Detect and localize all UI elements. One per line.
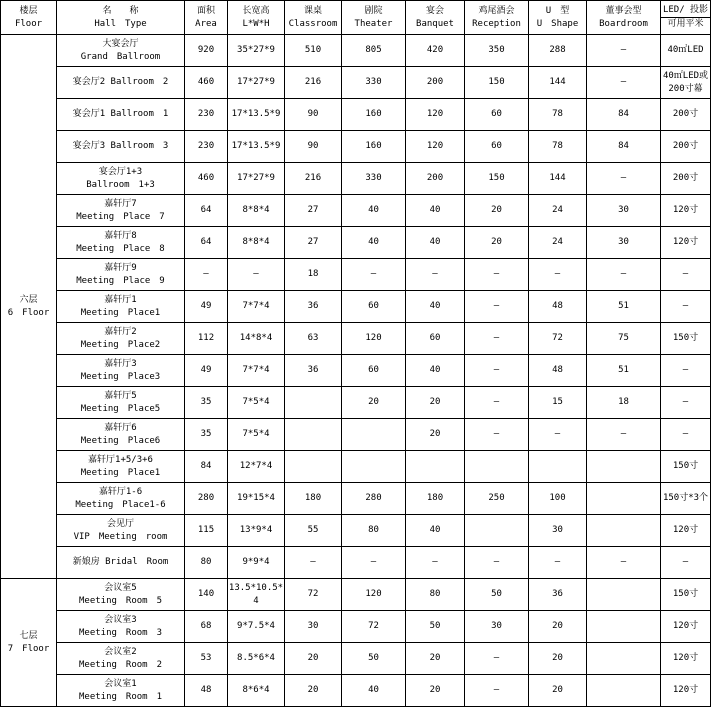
boardroom-cell — [587, 675, 661, 707]
theater-cell: 330 — [342, 163, 406, 195]
boardroom-cell — [587, 483, 661, 515]
boardroom-cell — [587, 611, 661, 643]
hall-name-cell — [57, 675, 185, 707]
theater-cell: 160 — [342, 131, 406, 163]
table-row — [1, 515, 711, 547]
dimensions-cell: 8.5*6*4 — [228, 643, 285, 675]
table-row — [1, 67, 711, 99]
hall-name-cell — [57, 163, 185, 195]
boardroom-cell: – — [587, 163, 661, 195]
reception-cell: 150 — [465, 163, 529, 195]
header-boardroom: 董事会型 Boardroom — [587, 1, 661, 35]
hall-name-cell — [57, 355, 185, 387]
boardroom-cell: 84 — [587, 131, 661, 163]
header-dimensions: 长宽高 L*W*H — [228, 1, 285, 35]
hall-name-english: Meeting Room 1 — [78, 691, 163, 702]
ushape-cell: 144 — [529, 67, 587, 99]
floor-cell — [1, 35, 57, 579]
dimensions-cell: 13*9*4 — [228, 515, 285, 547]
boardroom-cell: 84 — [587, 99, 661, 131]
hall-name-cell — [57, 259, 185, 291]
hall-name-primary: 嘉轩厅6 — [104, 422, 137, 433]
led-cell: 200寸 — [661, 99, 711, 131]
banquet-cell: 40 — [406, 515, 465, 547]
classroom-cell: 20 — [285, 643, 342, 675]
dimensions-cell: 9*9*4 — [228, 547, 285, 579]
header-banquet: 宴会 Banquet — [406, 1, 465, 35]
table-row — [1, 547, 711, 579]
theater-cell: 60 — [342, 291, 406, 323]
ushape-cell: 24 — [529, 227, 587, 259]
hall-name-primary: 嘉轩厅9 — [104, 262, 137, 273]
led-cell: 150寸 — [661, 451, 711, 483]
boardroom-cell: 75 — [587, 323, 661, 355]
hall-name-english: VIP Meeting room — [73, 531, 168, 542]
ushape-cell: 78 — [529, 99, 587, 131]
reception-cell — [465, 515, 529, 547]
classroom-cell: 20 — [285, 675, 342, 707]
hall-name-cell — [57, 67, 185, 99]
hall-name-english: Meeting Place2 — [80, 339, 161, 350]
theater-cell: 50 — [342, 643, 406, 675]
led-cell: 40㎡LED — [661, 35, 711, 67]
led-cell: 120寸 — [661, 195, 711, 227]
classroom-cell: 18 — [285, 259, 342, 291]
theater-cell: 40 — [342, 227, 406, 259]
theater-cell: 120 — [342, 323, 406, 355]
dimensions-cell: 7*7*4 — [228, 355, 285, 387]
hall-name-primary: 嘉轩厅3 — [104, 358, 137, 369]
boardroom-cell: – — [587, 259, 661, 291]
hall-name-cell — [57, 99, 185, 131]
area-cell: 64 — [185, 195, 228, 227]
hall-name-english: Grand Ballroom — [80, 51, 161, 62]
boardroom-cell: – — [587, 67, 661, 99]
ushape-cell: 20 — [529, 643, 587, 675]
classroom-cell: 90 — [285, 99, 342, 131]
area-cell: 115 — [185, 515, 228, 547]
classroom-cell — [285, 419, 342, 451]
led-cell: 120寸 — [661, 643, 711, 675]
ushape-cell: 72 — [529, 323, 587, 355]
led-cell: 120寸 — [661, 227, 711, 259]
reception-cell: – — [465, 291, 529, 323]
led-cell: – — [661, 291, 711, 323]
led-cell: 120寸 — [661, 675, 711, 707]
table-row — [1, 99, 711, 131]
reception-cell: – — [465, 675, 529, 707]
reception-cell: 60 — [465, 131, 529, 163]
boardroom-cell: – — [587, 419, 661, 451]
header-area: 面积 Area — [185, 1, 228, 35]
hall-name-primary: 嘉轩厅2 — [104, 326, 137, 337]
area-cell: 64 — [185, 227, 228, 259]
classroom-cell: 55 — [285, 515, 342, 547]
theater-cell: 40 — [342, 675, 406, 707]
banquet-cell: 60 — [406, 323, 465, 355]
theater-cell: 80 — [342, 515, 406, 547]
table-row — [1, 35, 711, 67]
classroom-cell: 510 — [285, 35, 342, 67]
banquet-cell: – — [406, 547, 465, 579]
reception-cell: 20 — [465, 227, 529, 259]
area-cell: 460 — [185, 67, 228, 99]
hall-name-primary: 宴会厅3 Ballroom 3 — [72, 141, 169, 151]
hall-name-primary: 嘉轩厅1-6 — [98, 486, 143, 497]
boardroom-cell — [587, 451, 661, 483]
classroom-cell: 36 — [285, 355, 342, 387]
header-row — [1, 1, 711, 35]
led-cell: – — [661, 419, 711, 451]
ushape-cell: 24 — [529, 195, 587, 227]
ushape-cell: 20 — [529, 611, 587, 643]
dimensions-cell: 14*8*4 — [228, 323, 285, 355]
floor-label: 6 Floor — [7, 307, 50, 318]
ushape-cell — [529, 451, 587, 483]
classroom-cell: 216 — [285, 163, 342, 195]
theater-cell — [342, 451, 406, 483]
hall-name-primary: 嘉轩厅7 — [104, 198, 137, 209]
header-theater: 剧院 Theater — [342, 1, 406, 35]
hall-name-cell — [57, 515, 185, 547]
reception-cell: – — [465, 387, 529, 419]
banquet-cell: 40 — [406, 227, 465, 259]
ushape-cell: 288 — [529, 35, 587, 67]
theater-cell: 330 — [342, 67, 406, 99]
hall-name-cell — [57, 195, 185, 227]
table-row — [1, 611, 711, 643]
area-cell: 53 — [185, 643, 228, 675]
theater-cell: 72 — [342, 611, 406, 643]
reception-cell: – — [465, 547, 529, 579]
hall-name-primary: 宴会厅2 Ballroom 2 — [72, 77, 169, 87]
floor-label: 7 Floor — [7, 643, 50, 654]
theater-cell: 805 — [342, 35, 406, 67]
header-led: LED/ 投影 可用平米 — [661, 1, 711, 35]
area-cell: 35 — [185, 387, 228, 419]
ushape-cell: 30 — [529, 515, 587, 547]
floor-label: 六层 — [19, 294, 38, 305]
hall-name-english: Ballroom 1+3 — [86, 179, 155, 190]
banquet-cell: 420 — [406, 35, 465, 67]
area-cell: 48 — [185, 675, 228, 707]
table-row — [1, 163, 711, 195]
reception-cell: – — [465, 419, 529, 451]
theater-cell: 280 — [342, 483, 406, 515]
dimensions-cell: 12*7*4 — [228, 451, 285, 483]
hall-name-english: Meeting Room 5 — [78, 595, 163, 606]
classroom-cell: 27 — [285, 195, 342, 227]
led-cell: 150寸 — [661, 323, 711, 355]
hall-name-english: Meeting Place1-6 — [75, 499, 166, 510]
hall-name-cell — [57, 451, 185, 483]
banquet-cell: 180 — [406, 483, 465, 515]
table-row — [1, 419, 711, 451]
boardroom-cell: 18 — [587, 387, 661, 419]
hall-name-primary: 嘉轩厅1 — [104, 294, 137, 305]
classroom-cell: 90 — [285, 131, 342, 163]
header-reception: 鸡尾酒会 Reception — [465, 1, 529, 35]
hall-name-cell — [57, 643, 185, 675]
hall-name-cell — [57, 483, 185, 515]
hall-name-primary: 会议室5 — [104, 582, 137, 593]
classroom-cell: 72 — [285, 579, 342, 611]
reception-cell: – — [465, 259, 529, 291]
led-cell: 120寸 — [661, 611, 711, 643]
table-row — [1, 355, 711, 387]
ushape-cell: 48 — [529, 355, 587, 387]
table-row — [1, 195, 711, 227]
led-cell: – — [661, 547, 711, 579]
ushape-cell: 36 — [529, 579, 587, 611]
reception-cell: 30 — [465, 611, 529, 643]
ushape-cell: – — [529, 547, 587, 579]
led-cell: – — [661, 259, 711, 291]
banquet-cell: 40 — [406, 355, 465, 387]
led-cell: 150寸*3个 — [661, 483, 711, 515]
banquet-cell: 120 — [406, 131, 465, 163]
hall-name-primary: 新娘房 Bridal Room — [72, 557, 169, 567]
table-row — [1, 131, 711, 163]
hall-name-cell — [57, 419, 185, 451]
led-cell: 200寸 — [661, 163, 711, 195]
dimensions-cell: 13.5*10.5*4 — [228, 579, 285, 611]
header-hall-type: 名 称 Hall Type — [57, 1, 185, 35]
banquet-cell: 200 — [406, 67, 465, 99]
dimensions-cell: 17*13.5*9 — [228, 131, 285, 163]
reception-cell: 60 — [465, 99, 529, 131]
classroom-cell: 27 — [285, 227, 342, 259]
header-ushape: U 型 U Shape — [529, 1, 587, 35]
hall-name-primary: 会议室1 — [104, 678, 137, 689]
table-row — [1, 451, 711, 483]
classroom-cell: 36 — [285, 291, 342, 323]
dimensions-cell: 7*5*4 — [228, 387, 285, 419]
hall-name-cell — [57, 35, 185, 67]
hall-name-primary: 嘉轩厅1+5/3+6 — [88, 454, 153, 465]
dimensions-cell: 8*8*4 — [228, 227, 285, 259]
area-cell: 460 — [185, 163, 228, 195]
hall-name-english: Meeting Room 3 — [78, 627, 163, 638]
classroom-cell: 30 — [285, 611, 342, 643]
hall-name-primary: 嘉轩厅8 — [104, 230, 137, 241]
banquet-cell: 40 — [406, 291, 465, 323]
hall-name-cell — [57, 291, 185, 323]
area-cell: 49 — [185, 355, 228, 387]
dimensions-cell: 8*6*4 — [228, 675, 285, 707]
hall-name-primary: 会见厅 — [106, 518, 134, 529]
reception-cell: 350 — [465, 35, 529, 67]
theater-cell — [342, 419, 406, 451]
hall-name-english: Meeting Place1 — [80, 467, 161, 478]
hall-name-primary: 宴会厅1 Ballroom 1 — [72, 109, 169, 119]
dimensions-cell: 35*27*9 — [228, 35, 285, 67]
ushape-cell: 15 — [529, 387, 587, 419]
theater-cell: 60 — [342, 355, 406, 387]
banquet-cell — [406, 451, 465, 483]
banquet-cell: – — [406, 259, 465, 291]
table-row — [1, 675, 711, 707]
hall-name-english: Meeting Place6 — [80, 435, 161, 446]
theater-cell: – — [342, 547, 406, 579]
theater-cell: 40 — [342, 195, 406, 227]
dimensions-cell: 7*7*4 — [228, 291, 285, 323]
reception-cell: – — [465, 355, 529, 387]
hall-name-primary: 会议室2 — [104, 646, 137, 657]
hall-name-cell — [57, 387, 185, 419]
table-row — [1, 483, 711, 515]
hall-name-primary: 宴会厅1+3 — [98, 166, 143, 177]
boardroom-cell: – — [587, 35, 661, 67]
ushape-cell: 20 — [529, 675, 587, 707]
led-cell: 150寸 — [661, 579, 711, 611]
area-cell: 35 — [185, 419, 228, 451]
area-cell: 68 — [185, 611, 228, 643]
theater-cell: – — [342, 259, 406, 291]
dimensions-cell: 17*27*9 — [228, 67, 285, 99]
area-cell: 230 — [185, 131, 228, 163]
banquet-cell: 80 — [406, 579, 465, 611]
table-row — [1, 259, 711, 291]
boardroom-cell: 30 — [587, 195, 661, 227]
boardroom-cell: 30 — [587, 227, 661, 259]
led-cell: 200寸 — [661, 131, 711, 163]
hall-name-primary: 嘉轩厅5 — [104, 390, 137, 401]
table-row — [1, 227, 711, 259]
banquet-cell: 200 — [406, 163, 465, 195]
banquet-cell: 20 — [406, 675, 465, 707]
area-cell: 230 — [185, 99, 228, 131]
reception-cell — [465, 451, 529, 483]
boardroom-cell — [587, 515, 661, 547]
reception-cell: – — [465, 323, 529, 355]
classroom-cell — [285, 451, 342, 483]
table-body — [1, 35, 711, 707]
dimensions-cell: 17*13.5*9 — [228, 99, 285, 131]
led-cell: – — [661, 355, 711, 387]
hall-name-cell — [57, 547, 185, 579]
ushape-cell: 100 — [529, 483, 587, 515]
boardroom-cell: 51 — [587, 291, 661, 323]
theater-cell: 160 — [342, 99, 406, 131]
hall-name-primary: 会议室3 — [104, 614, 137, 625]
floor-cell — [1, 579, 57, 707]
hall-name-english: Meeting Place 9 — [76, 275, 165, 286]
hall-name-english: Meeting Place5 — [80, 403, 161, 414]
boardroom-cell: 51 — [587, 355, 661, 387]
dimensions-cell: 9*7.5*4 — [228, 611, 285, 643]
ushape-cell: 48 — [529, 291, 587, 323]
dimensions-cell: – — [228, 259, 285, 291]
hall-name-cell — [57, 227, 185, 259]
banquet-cell: 20 — [406, 387, 465, 419]
hall-name-english: Meeting Place 8 — [76, 243, 165, 254]
classroom-cell: 63 — [285, 323, 342, 355]
area-cell: 49 — [185, 291, 228, 323]
classroom-cell: – — [285, 547, 342, 579]
header-floor: 楼层 Floor — [1, 1, 57, 35]
hall-name-english: Meeting Place1 — [80, 307, 161, 318]
reception-cell: – — [465, 643, 529, 675]
table-row — [1, 643, 711, 675]
hall-name-cell — [57, 323, 185, 355]
reception-cell: 250 — [465, 483, 529, 515]
theater-cell: 120 — [342, 579, 406, 611]
reception-cell: 150 — [465, 67, 529, 99]
floor-label: 七层 — [19, 630, 38, 641]
dimensions-cell: 17*27*9 — [228, 163, 285, 195]
hall-name-primary: 大宴会厅 — [102, 38, 139, 49]
banquet-cell: 40 — [406, 195, 465, 227]
classroom-cell — [285, 387, 342, 419]
boardroom-cell — [587, 579, 661, 611]
ushape-cell: 78 — [529, 131, 587, 163]
hall-name-english: Meeting Place3 — [80, 371, 161, 382]
reception-cell: 20 — [465, 195, 529, 227]
theater-cell: 20 — [342, 387, 406, 419]
hall-name-cell — [57, 131, 185, 163]
banquet-cell: 50 — [406, 611, 465, 643]
hall-name-english: Meeting Room 2 — [78, 659, 163, 670]
dimensions-cell: 19*15*4 — [228, 483, 285, 515]
banquet-cell: 20 — [406, 419, 465, 451]
area-cell: 112 — [185, 323, 228, 355]
ushape-cell: – — [529, 259, 587, 291]
ushape-cell: 144 — [529, 163, 587, 195]
table-row — [1, 291, 711, 323]
hall-name-english: Meeting Place 7 — [76, 211, 165, 222]
led-cell: – — [661, 387, 711, 419]
led-cell: 40㎡LED或200寸幕 — [661, 67, 711, 99]
area-cell: 84 — [185, 451, 228, 483]
reception-cell: 50 — [465, 579, 529, 611]
area-cell: – — [185, 259, 228, 291]
ushape-cell: – — [529, 419, 587, 451]
header-classroom: 课桌 Classroom — [285, 1, 342, 35]
table-row — [1, 579, 711, 611]
classroom-cell: 216 — [285, 67, 342, 99]
hall-name-cell — [57, 611, 185, 643]
area-cell: 140 — [185, 579, 228, 611]
banquet-cell: 120 — [406, 99, 465, 131]
hall-name-cell — [57, 579, 185, 611]
dimensions-cell: 8*8*4 — [228, 195, 285, 227]
led-cell: 120寸 — [661, 515, 711, 547]
banquet-cell: 20 — [406, 643, 465, 675]
boardroom-cell — [587, 643, 661, 675]
area-cell: 280 — [185, 483, 228, 515]
table-row — [1, 323, 711, 355]
dimensions-cell: 7*5*4 — [228, 419, 285, 451]
area-cell: 920 — [185, 35, 228, 67]
classroom-cell: 180 — [285, 483, 342, 515]
area-cell: 80 — [185, 547, 228, 579]
boardroom-cell: – — [587, 547, 661, 579]
table-row — [1, 387, 711, 419]
